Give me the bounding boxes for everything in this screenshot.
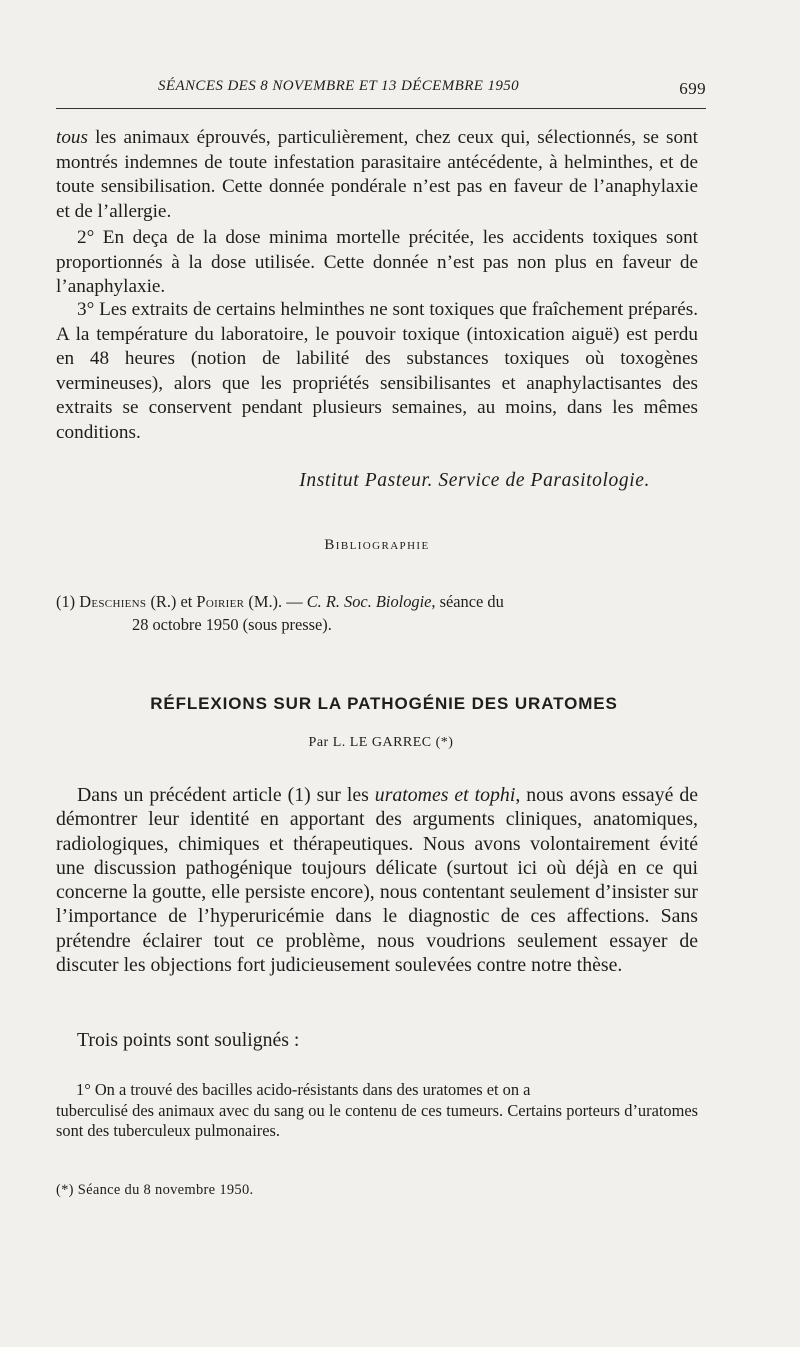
article-paragraph-1 <box>56 783 698 977</box>
article-paragraph-2: Trois points sont soulignés : <box>77 1029 300 1051</box>
header-rule <box>56 108 706 109</box>
paragraph-3: 3° Les extraits de certains helminthes ne sont toxiques que fraîchement préparés. A la température du laboratoire, le pouvoir toxique (intoxication aiguë) est perdu en 48 heures (notion de labilité des substances toxiques où toxogènes vermineuses), alors que les propriétés sensibilisantes et anaphylactisantes des extraits se conservent pendant plusieurs semaines, au moins, dans les mêmes conditions. <box>56 299 698 443</box>
article-paragraph-1-italic: uratomes et tophi <box>374 784 516 806</box>
point-1 <box>56 1080 698 1142</box>
reference-initials-1: (R.) et <box>146 592 197 611</box>
reference-author-1: Deschiens <box>79 592 147 611</box>
running-head: SÉANCES DES 8 NOVEMBRE ET 13 DÉCEMBRE 1950 <box>158 78 520 94</box>
reference-journal: C. R. Soc. Biologie <box>306 592 432 611</box>
article-paragraph-1-end: , nous avons essayé de démontrer leur identité en apportant des arguments cliniques, anatomiques, radiologiques, chimiques et thérapeutiques. Nous avons volontairement évité une discussion pathogénique toujours délicate (surtout ici où déjà en ce qui concerne la goutte, elle persiste encore), nous contentant seulement d’insister sur l’importance de l’hyperuricémie dans le diagnostic de ces affections. Sans prétendre éclairer tout ce problème, nous voudrions seulement essayer de discuter les objections fort judicieusement soulevées contre notre thèse. <box>56 784 699 977</box>
reference-number: (1) <box>56 592 76 611</box>
institution-signature: Institut Pasteur. Service de Parasitologie. <box>299 470 650 491</box>
article-title: RÉFLEXIONS SUR LA PATHOGÉNIE DES URATOMES <box>150 694 618 713</box>
paragraph-1-text: les animaux éprouvés, particulièrement, chez ceux qui, sélectionnés, se sont montrés indemnes de toute infestation parasitaire antécédente, à helminthes, et de toute sensibilisation. Cette donnée pondérale n’est pas en faveur de l’anaphylaxie et de l’allergie. <box>56 127 698 222</box>
bibliography-reference-1 <box>56 590 696 636</box>
page-header <box>56 78 706 102</box>
paragraph-2: 2° En deça de la dose minima mortelle précitée, les accidents toxiques sont proportionnés à la dose utilisée. Cette donnée n’est pas non plus en faveur de l’anaphylaxie. <box>56 227 698 297</box>
paragraph-1 <box>56 126 698 224</box>
point-1-first-line: 1° On a trouvé des bacilles acido-résistants dans des uratomes et on a <box>76 1080 531 1099</box>
footnote: (*) Séance du 8 novembre 1950. <box>56 1182 254 1198</box>
reference-initials-2: (M.). — <box>244 592 307 611</box>
reference-details: , séance du <box>431 592 504 611</box>
article-byline: Par L. LE GARREC (*) <box>308 735 454 750</box>
bibliography-heading: Bibliographie <box>324 537 430 553</box>
page-number: 699 <box>679 79 706 98</box>
reference-author-2: Poirier <box>196 592 245 611</box>
point-1-rest: tuberculisé des animaux avec du sang ou le contenu de ces tumeurs. Certains porteurs d’uratomes sont des tuberculeux pulmonaires. <box>56 1100 698 1140</box>
article-paragraph-1-start: Dans un précédent article (1) sur les <box>77 784 375 806</box>
reference-date: 28 octobre 1950 (sous presse). <box>132 615 332 634</box>
paragraph-1-lead: tous <box>56 127 88 148</box>
